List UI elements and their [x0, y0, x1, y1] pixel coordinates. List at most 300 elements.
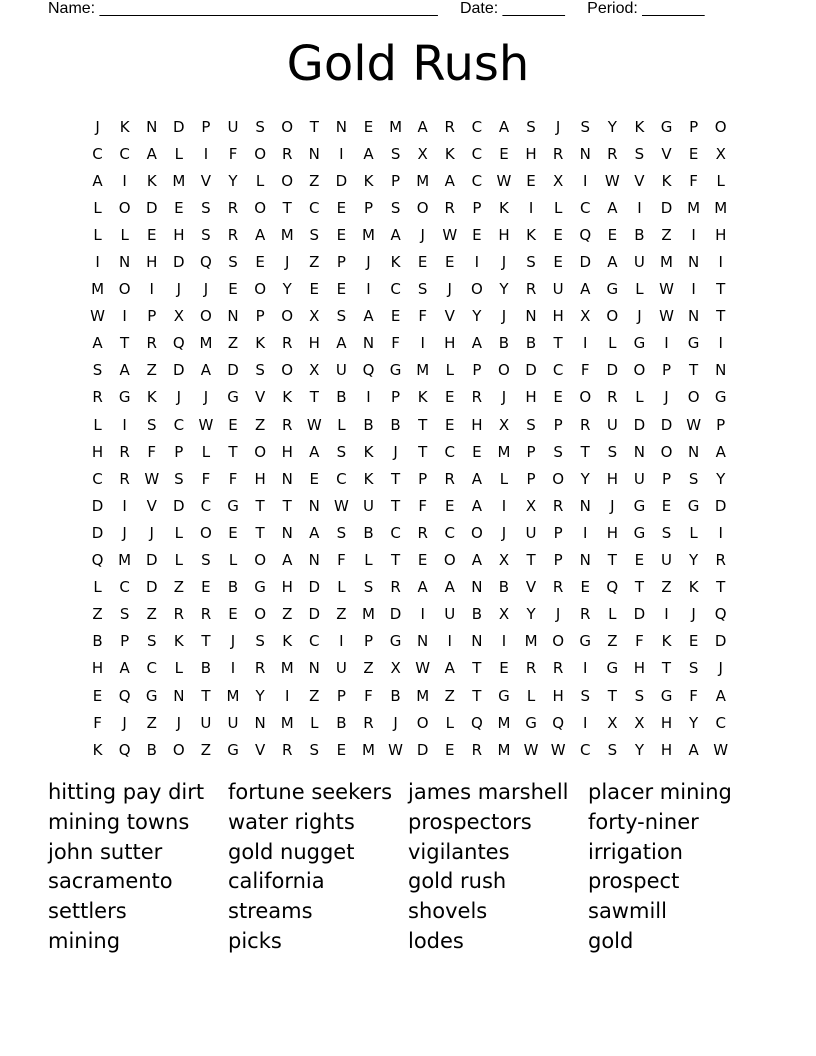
grid-letter: Q	[606, 578, 619, 597]
grid-letter: R	[146, 334, 157, 353]
grid-letter: I	[691, 280, 696, 299]
grid-letter: A	[471, 334, 482, 353]
word-bank-item: prospect	[588, 869, 680, 894]
grid-letter: I	[203, 144, 209, 163]
grid-letter: H	[146, 253, 158, 272]
grid-letter: L	[364, 551, 373, 570]
grid-letter: G	[118, 388, 131, 407]
grid-letter: L	[93, 198, 102, 217]
grid-letter: A	[417, 578, 428, 597]
grid-letter: E	[553, 388, 563, 407]
word-bank-item: water rights	[228, 809, 355, 834]
grid-letter: A	[444, 171, 455, 190]
grid-letter: I	[366, 280, 371, 299]
grid-letter: O	[200, 523, 212, 542]
grid-letter: S	[255, 117, 265, 136]
grid-letter: H	[444, 334, 456, 353]
grid-letter: N	[471, 632, 483, 651]
grid-letter: J	[501, 307, 507, 326]
grid-letter: A	[363, 144, 374, 163]
grid-letter: S	[336, 523, 347, 542]
grid-letter: E	[417, 253, 428, 272]
grid-letter: I	[420, 605, 425, 624]
grid-letter: Q	[579, 225, 592, 244]
grid-letter: P	[716, 415, 726, 434]
grid-letter: S	[336, 307, 347, 326]
grid-letter: I	[420, 334, 425, 353]
grid-letter: U	[633, 469, 645, 488]
grid-letter: G	[145, 686, 158, 705]
grid-letter: W	[659, 280, 674, 299]
word-bank-item: fortune seekers	[228, 780, 393, 804]
word-bank-item: vigilantes	[408, 839, 510, 864]
grid-letter: O	[498, 361, 510, 380]
grid-letter: K	[363, 442, 374, 461]
grid-letter: T	[390, 496, 401, 515]
grid-letter: I	[95, 253, 100, 272]
grid-letter: G	[633, 496, 646, 515]
grid-letter: I	[149, 280, 154, 299]
grid-letter: K	[417, 388, 428, 407]
grid-letter: Q	[91, 551, 104, 570]
grid-letter: K	[390, 253, 401, 272]
grid-letter: F	[580, 361, 590, 380]
grid-letter: J	[555, 605, 561, 624]
grid-letter: C	[471, 117, 483, 136]
grid-letter: P	[363, 632, 373, 651]
grid-letter: J	[393, 713, 398, 732]
grid-letter: W	[90, 307, 105, 326]
grid-letter: S	[228, 253, 238, 272]
grid-letter: O	[416, 198, 429, 217]
grid-letter: I	[122, 307, 127, 326]
grid-letter: S	[309, 740, 320, 759]
grid-letter: U	[633, 253, 645, 272]
grid-letter: T	[580, 442, 590, 461]
grid-letter: S	[363, 578, 374, 597]
grid-letter: W	[198, 415, 214, 434]
grid-letter: C	[715, 713, 726, 732]
grid-letter: E	[580, 578, 590, 597]
grid-letter: N	[715, 361, 727, 380]
grid-letter: R	[525, 659, 537, 678]
grid-letter: E	[499, 659, 509, 678]
word-bank-item: gold	[588, 928, 634, 953]
grid-letter: S	[526, 253, 536, 272]
grid-letter: G	[687, 496, 700, 515]
grid-letter: L	[93, 225, 102, 244]
grid-letter: G	[606, 280, 619, 299]
grid-letter: O	[200, 307, 212, 326]
grid-letter: E	[445, 415, 455, 434]
grid-letter: O	[254, 605, 267, 624]
grid-letter: W	[333, 496, 349, 515]
grid-letter: E	[336, 280, 347, 299]
grid-letter: A	[119, 361, 130, 380]
grid-letter: W	[415, 659, 431, 678]
grid-letter: A	[309, 442, 320, 461]
grid-letter: T	[201, 632, 211, 651]
grid-letter: M	[416, 171, 430, 190]
grid-letter: J	[366, 253, 371, 272]
grid-letter: P	[255, 307, 265, 326]
grid-letter: M	[118, 551, 132, 570]
grid-letter: N	[579, 551, 591, 570]
grid-letter: W	[686, 415, 702, 434]
grid-letter: M	[416, 361, 430, 380]
grid-letter: N	[119, 253, 131, 272]
grid-letter: J	[176, 280, 182, 299]
grid-letter: F	[147, 442, 157, 461]
grid-letter: Z	[661, 578, 672, 597]
word-bank-item: gold nugget	[228, 839, 355, 864]
grid-letter: H	[471, 415, 483, 434]
grid-letter: O	[254, 280, 267, 299]
grid-letter: D	[660, 198, 673, 217]
grid-letter: X	[634, 713, 645, 732]
grid-letter: I	[447, 632, 452, 651]
grid-letter: B	[200, 659, 212, 678]
grid-letter: I	[664, 334, 669, 353]
grid-letter: E	[146, 225, 157, 244]
grid-letter: K	[119, 117, 130, 136]
grid-letter: L	[635, 388, 644, 407]
grid-letter: M	[362, 740, 375, 759]
grid-letter: W	[496, 171, 512, 190]
grid-letter: D	[633, 415, 646, 434]
grid-letter: R	[715, 551, 726, 570]
grid-letter: T	[689, 361, 699, 380]
grid-letter: X	[309, 307, 320, 326]
grid-letter: S	[661, 523, 672, 542]
grid-letter: R	[444, 198, 455, 217]
grid-letter: O	[118, 198, 131, 217]
grid-letter: V	[254, 388, 266, 407]
grid-letter: A	[471, 469, 482, 488]
grid-letter: N	[687, 253, 700, 272]
grid-letter: D	[308, 605, 321, 624]
grid-letter: S	[146, 632, 157, 651]
grid-letter: H	[633, 659, 646, 678]
grid-letter: T	[472, 659, 482, 678]
grid-letter: H	[525, 388, 537, 407]
grid-letter: Q	[200, 253, 212, 272]
grid-letter: U	[606, 415, 618, 434]
grid-letter: G	[714, 388, 727, 407]
grid-letter: I	[501, 632, 507, 651]
grid-letter: J	[691, 605, 696, 624]
grid-letter: I	[691, 225, 696, 244]
grid-letter: O	[281, 307, 294, 326]
grid-letter: L	[689, 523, 698, 542]
grid-letter: Y	[499, 280, 509, 299]
grid-letter: Q	[118, 686, 131, 705]
grid-letter: T	[255, 496, 265, 515]
grid-letter: C	[444, 442, 455, 461]
grid-letter: G	[525, 713, 537, 732]
grid-letter: A	[119, 659, 130, 678]
grid-letter: T	[309, 388, 319, 407]
grid-letter: R	[281, 334, 293, 353]
grid-letter: I	[474, 253, 480, 272]
grid-letter: L	[255, 171, 265, 190]
grid-letter: T	[201, 686, 211, 705]
grid-letter: W	[442, 225, 458, 244]
grid-letter: G	[606, 659, 619, 678]
grid-letter: E	[309, 469, 320, 488]
grid-letter: R	[390, 578, 401, 597]
grid-letter: C	[390, 280, 401, 299]
grid-letter: L	[608, 605, 617, 624]
grid-letter: R	[444, 469, 455, 488]
grid-letter: W	[523, 740, 539, 759]
grid-letter: A	[580, 280, 591, 299]
grid-letter: G	[633, 334, 646, 353]
grid-letter: B	[363, 415, 374, 434]
grid-letter: E	[526, 171, 536, 190]
grid-letter: K	[444, 144, 455, 163]
grid-letter: D	[660, 415, 673, 434]
grid-letter: Q	[714, 605, 727, 624]
grid-letter: C	[336, 469, 347, 488]
grid-letter: Z	[146, 361, 157, 380]
grid-letter: F	[201, 469, 211, 488]
grid-letter: C	[309, 632, 320, 651]
grid-letter: E	[228, 523, 238, 542]
grid-letter: S	[146, 415, 157, 434]
grid-letter: R	[227, 225, 239, 244]
grid-letter: J	[149, 523, 154, 542]
grid-letter: O	[254, 551, 267, 570]
grid-letter: G	[227, 496, 239, 515]
grid-letter: E	[174, 198, 184, 217]
grid-letter: S	[201, 551, 211, 570]
grid-letter: X	[498, 605, 510, 624]
grid-letter: R	[281, 415, 293, 434]
grid-letter: H	[660, 713, 673, 732]
grid-letter: E	[661, 496, 672, 515]
grid-letter: F	[228, 144, 238, 163]
grid-letter: C	[390, 523, 401, 542]
grid-letter: S	[174, 469, 184, 488]
grid-letter: Z	[146, 713, 157, 732]
grid-letter: F	[93, 713, 102, 732]
grid-letter: E	[255, 253, 265, 272]
grid-letter: A	[444, 578, 455, 597]
grid-letter: Q	[362, 361, 375, 380]
grid-letter: J	[664, 388, 669, 407]
grid-letter: Z	[661, 225, 672, 244]
grid-letter: Y	[282, 280, 292, 299]
grid-letter: M	[524, 632, 538, 651]
grid-letter: R	[607, 144, 618, 163]
grid-letter: L	[716, 171, 725, 190]
grid-letter: I	[583, 171, 588, 190]
grid-letter: B	[227, 578, 239, 597]
word-bank-item: shovels	[408, 899, 488, 924]
grid-letter: P	[553, 551, 563, 570]
grid-letter: E	[445, 496, 455, 515]
grid-letter: A	[390, 225, 401, 244]
grid-letter: X	[607, 713, 618, 732]
grid-letter: O	[660, 442, 673, 461]
grid-letter: O	[254, 198, 267, 217]
grid-letter: N	[308, 551, 320, 570]
grid-letter: T	[282, 496, 292, 515]
grid-letter: Z	[607, 632, 618, 651]
grid-letter: J	[501, 523, 507, 542]
grid-letter: M	[280, 713, 294, 732]
grid-letter: A	[715, 686, 726, 705]
grid-letter: E	[228, 280, 238, 299]
grid-letter: T	[309, 117, 319, 136]
grid-letter: L	[337, 415, 346, 434]
grid-letter: K	[363, 171, 374, 190]
grid-letter: P	[472, 198, 482, 217]
grid-letter: E	[390, 307, 401, 326]
grid-letter: J	[447, 280, 452, 299]
grid-letter: O	[687, 388, 700, 407]
grid-letter: I	[583, 334, 588, 353]
grid-letter: K	[661, 632, 672, 651]
grid-letter: N	[471, 578, 483, 597]
grid-letter: A	[282, 551, 293, 570]
grid-letter: H	[525, 144, 537, 163]
grid-letter: J	[555, 117, 561, 136]
grid-letter: H	[660, 740, 673, 759]
grid-letter: K	[146, 388, 157, 407]
grid-letter: S	[390, 198, 401, 217]
grid-letter: I	[230, 659, 236, 678]
grid-letter: D	[714, 496, 727, 515]
grid-letter: D	[173, 496, 185, 515]
grid-letter: M	[362, 605, 375, 624]
grid-letter: M	[497, 740, 511, 759]
grid-letter: J	[176, 388, 182, 407]
word-bank-item: james marshell	[408, 780, 569, 804]
grid-letter: B	[363, 523, 374, 542]
grid-letter: T	[553, 334, 563, 353]
grid-letter: E	[472, 442, 482, 461]
grid-letter: W	[388, 740, 403, 759]
grid-letter: A	[92, 171, 103, 190]
grid-letter: A	[254, 225, 266, 244]
grid-letter: O	[118, 280, 131, 299]
word-bank-item: gold rush	[408, 869, 507, 894]
grid-letter: C	[173, 415, 185, 434]
grid-letter: L	[499, 469, 509, 488]
grid-letter: A	[200, 361, 212, 380]
grid-letter: E	[363, 117, 374, 136]
grid-letter: M	[416, 686, 430, 705]
grid-letter: S	[634, 686, 645, 705]
grid-letter: T	[390, 469, 401, 488]
grid-letter: N	[173, 686, 185, 705]
grid-letter: C	[119, 578, 130, 597]
grid-letter: K	[499, 198, 509, 217]
grid-letter: T	[390, 551, 401, 570]
grid-letter: N	[687, 307, 700, 326]
grid-letter: L	[608, 334, 617, 353]
grid-letter: L	[526, 686, 536, 705]
grid-letter: D	[308, 578, 321, 597]
grid-letter: Q	[552, 713, 565, 732]
grid-letter: B	[525, 334, 537, 353]
grid-letter: J	[610, 496, 615, 515]
grid-letter: H	[281, 442, 293, 461]
grid-letter: Z	[173, 578, 184, 597]
word-bank-item: placer mining	[588, 780, 732, 804]
grid-letter: W	[604, 171, 620, 190]
grid-letter: K	[282, 388, 293, 407]
grid-letter: C	[146, 659, 157, 678]
grid-letter: N	[362, 334, 375, 353]
grid-letter: C	[579, 740, 591, 759]
grid-letter: G	[389, 361, 402, 380]
grid-letter: E	[201, 578, 211, 597]
grid-letter: O	[714, 117, 727, 136]
grid-letter: J	[122, 523, 127, 542]
grid-letter: M	[199, 334, 213, 353]
grid-letter: H	[606, 523, 618, 542]
grid-letter: L	[174, 551, 183, 570]
grid-letter: R	[173, 605, 185, 624]
grid-letter: F	[337, 551, 346, 570]
grid-letter: N	[227, 307, 239, 326]
grid-letter: O	[281, 171, 294, 190]
grid-letter: J	[637, 307, 642, 326]
grid-letter: D	[145, 198, 158, 217]
grid-letter: Y	[472, 307, 482, 326]
grid-letter: O	[470, 523, 483, 542]
grid-letter: R	[417, 523, 428, 542]
grid-letter: T	[418, 415, 428, 434]
grid-letter: L	[93, 415, 102, 434]
grid-letter: K	[92, 740, 103, 759]
grid-letter: F	[418, 496, 427, 515]
grid-letter: B	[498, 334, 510, 353]
grid-letter: I	[583, 523, 588, 542]
grid-letter: I	[122, 171, 127, 190]
word-bank-item: sawmill	[588, 899, 667, 924]
grid-letter: R	[200, 605, 212, 624]
word-bank	[48, 780, 768, 959]
grid-letter: N	[525, 307, 537, 326]
grid-letter: I	[664, 605, 669, 624]
grid-letter: Y	[716, 469, 726, 488]
grid-letter: I	[583, 659, 588, 678]
grid-letter: O	[254, 442, 267, 461]
grid-letter: O	[443, 551, 456, 570]
grid-letter: P	[174, 442, 184, 461]
grid-letter: D	[525, 361, 537, 380]
grid-letter: G	[254, 578, 266, 597]
grid-letter: X	[173, 307, 184, 326]
grid-letter: N	[579, 496, 591, 515]
grid-letter: B	[498, 578, 510, 597]
grid-letter: K	[634, 117, 645, 136]
grid-letter: I	[501, 496, 507, 515]
grid-letter: A	[363, 307, 374, 326]
grid-letter: E	[607, 225, 618, 244]
grid-letter: R	[444, 117, 455, 136]
word-bank-item: sacramento	[48, 869, 173, 894]
grid-letter: K	[282, 632, 293, 651]
grid-letter: A	[607, 253, 618, 272]
grid-letter: K	[661, 171, 672, 190]
grid-letter: O	[281, 361, 294, 380]
word-bank-item: picks	[228, 928, 282, 953]
